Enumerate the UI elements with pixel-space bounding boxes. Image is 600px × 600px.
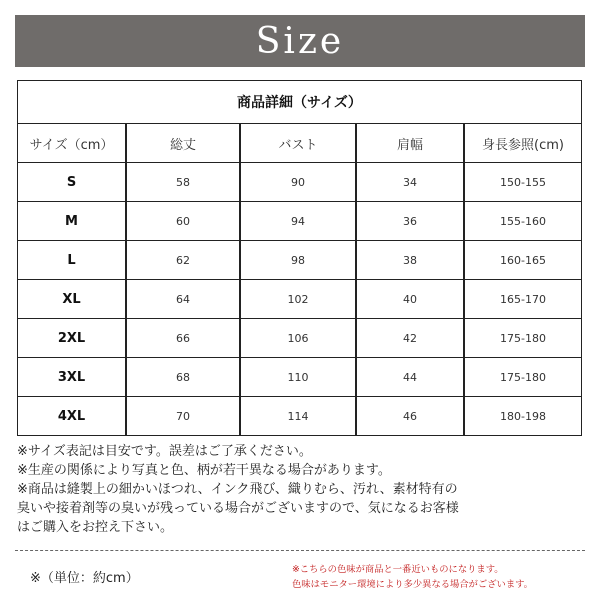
cell-size: 3XL: [18, 358, 126, 397]
cell-height-ref: 165-170: [464, 280, 581, 319]
cell-length: 58: [126, 163, 240, 202]
cell-length: 64: [126, 280, 240, 319]
cell-height-ref: 150-155: [464, 163, 581, 202]
table-title-row: [18, 81, 581, 124]
note-line: 臭いや接着剤等の臭いが残っている場合がございますので、気になるお客様: [17, 501, 459, 516]
cell-length: 66: [126, 319, 240, 358]
size-banner: [15, 15, 585, 67]
cell-size: XL: [18, 280, 126, 319]
banner-title: Size: [255, 20, 345, 62]
cell-bust: 94: [240, 202, 356, 241]
cell-bust: 98: [240, 241, 356, 280]
size-table: [18, 124, 581, 435]
header-shoulder: 肩幅: [356, 124, 464, 163]
cell-height-ref: 175-180: [464, 358, 581, 397]
cell-shoulder: 34: [356, 163, 464, 202]
header-length: 総丈: [126, 124, 240, 163]
header-size: サイズ（cm）: [18, 124, 126, 163]
cell-bust: 106: [240, 319, 356, 358]
cell-height-ref: 155-160: [464, 202, 581, 241]
cell-bust: 90: [240, 163, 356, 202]
cell-length: 70: [126, 397, 240, 436]
cell-shoulder: 42: [356, 319, 464, 358]
table-row: [18, 280, 581, 319]
unit-note: ※（単位：約cm）: [30, 571, 139, 586]
cell-size: M: [18, 202, 126, 241]
cell-height-ref: 160-165: [464, 241, 581, 280]
size-table-container: [17, 80, 582, 436]
note-line: はご購入をお控え下さい。: [17, 520, 174, 535]
table-row: [18, 163, 581, 202]
cell-size: 4XL: [18, 397, 126, 436]
cell-size: L: [18, 241, 126, 280]
cell-height-ref: 180-198: [500, 409, 546, 423]
color-note-line: ※こちらの色味が商品と一番近いものになります。: [292, 564, 504, 575]
table-row: [18, 358, 581, 397]
color-note-line: 色味はモニター環境により多少異なる場合がございます。: [292, 579, 533, 590]
cell-shoulder: 36: [356, 202, 464, 241]
note-line: ※サイズ表記は目安です。誤差はご了承ください。: [17, 444, 312, 459]
cell-size: 2XL: [18, 319, 126, 358]
note-line: ※生産の関係により写真と色、柄が若干異なる場合があります。: [17, 463, 391, 478]
cell-shoulder: 46: [356, 397, 464, 436]
header-height-ref: 身長参照(cm): [464, 124, 581, 163]
table-row: [18, 202, 581, 241]
cell-shoulder: 44: [356, 358, 464, 397]
cell-bust: 110: [240, 358, 356, 397]
cell-shoulder: 38: [356, 241, 464, 280]
header-bust: バスト: [240, 124, 356, 163]
cell-length: 62: [126, 241, 240, 280]
table-header-row: [18, 124, 581, 163]
cell-shoulder: 40: [356, 280, 464, 319]
cell-bust: 102: [240, 280, 356, 319]
dashed-divider: [15, 550, 585, 551]
cell-length: 68: [126, 358, 240, 397]
note-line: ※商品は縫製上の細かいほつれ、インク飛び、織りむら、汚れ、素材特有の: [17, 482, 458, 497]
table-row: [18, 241, 581, 280]
table-row: [18, 397, 581, 436]
color-note: [292, 562, 592, 592]
cell-length: 60: [126, 202, 240, 241]
notes-block: [17, 442, 587, 537]
table-row: [18, 319, 581, 358]
cell-height-ref: 175-180: [464, 319, 581, 358]
table-title: 商品詳細（サイズ）: [237, 95, 362, 111]
cell-bust: 114: [240, 397, 356, 436]
cell-size: S: [18, 163, 126, 202]
